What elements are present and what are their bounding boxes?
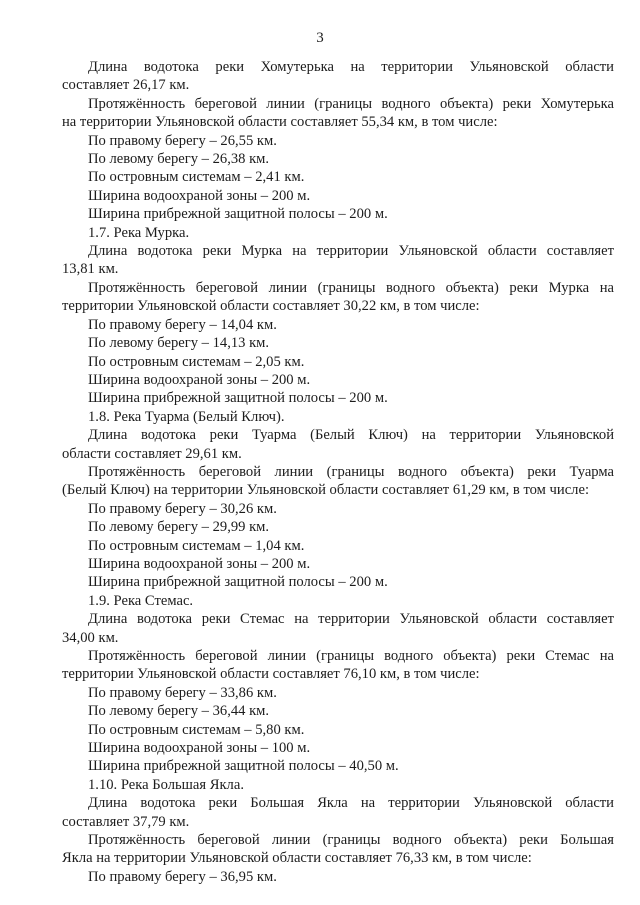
list-item: Ширина водоохраной зоны – 200 м. [88,187,311,204]
list-item: По островным системам – 5,80 км. [88,721,305,738]
list-item: По островным системам – 1,04 км. [88,537,305,554]
list-item: Ширина прибрежной защитной полосы – 40,50 м. [88,758,399,775]
paragraph-line: на территории Ульяновской области составляет 55,34 км, в том числе: [62,114,498,131]
paragraph-line: Длина водотока реки Хомутерька на территории Ульяновской области [88,59,614,75]
paragraph-line: Протяжённость береговой линии (границы водного объекта) реки Большая [88,832,614,849]
list-item: 1.9. Река Стемас. [88,592,194,609]
list-item: Ширина водоохраной зоны – 100 м. [88,740,311,757]
list-item: Ширина прибрежной защитной полосы – 200 м. [88,574,388,591]
paragraph-line: Протяжённость береговой линии (границы водного объекта) реки Туарма [88,463,614,480]
list-item: По правому берегу – 33,86 км. [88,684,277,701]
paragraph-line: 34,00 км. [62,629,119,646]
list-item: 1.8. Река Туарма (Белый Ключ). [88,408,285,425]
list-item: По левому берегу – 14,13 км. [88,335,270,352]
list-item: Ширина прибрежной защитной полосы – 200 м. [88,390,388,407]
list-item: Ширина водоохраной зоны – 200 м. [88,555,311,572]
list-item: По левому берегу – 26,38 км. [88,151,270,168]
paragraph-line: Протяжённость береговой линии (границы водного объекта) реки Хомутерька [88,95,614,112]
paragraph-line: Протяжённость береговой линии (границы водного объекта) реки Стемас на [88,648,614,664]
paragraph-line: составляет 37,79 км. [62,813,190,830]
list-item: Ширина прибрежной защитной полосы – 200 м. [88,206,388,223]
paragraph-line: составляет 26,17 км. [62,77,190,94]
paragraph-line: Якла на территории Ульяновской области составляет 76,33 км, в том числе: [62,850,532,867]
document-body [62,58,614,886]
list-item: По правому берегу – 14,04 км. [88,316,277,333]
list-item: Ширина водоохраной зоны – 200 м. [88,371,311,388]
paragraph-line: (Белый Ключ) на территории Ульяновской области составляет 61,29 км, в том числе: [62,482,589,499]
paragraph-line: Протяжённость береговой линии (границы водного объекта) реки Мурка на [88,279,614,296]
paragraph-line: Длина водотока реки Мурка на территории Ульяновской области составляет [88,243,614,260]
list-item: 1.7. Река Мурка. [88,224,190,241]
list-item: По левому берегу – 36,44 км. [88,703,270,720]
paragraph-line: Длина водотока реки Туарма (Белый Ключ) на территории Ульяновской [88,427,614,444]
paragraph-line: 13,81 км. [62,261,119,278]
paragraph-line: территории Ульяновской области составляет 30,22 км, в том числе: [62,298,480,315]
paragraph-line: территории Ульяновской области составляет 76,10 км, в том числе: [62,666,480,683]
list-item: По островным системам – 2,41 км. [88,169,305,186]
list-item: По правому берегу – 30,26 км. [88,500,277,517]
list-item: По островным системам – 2,05 км. [88,353,305,370]
list-item: 1.10. Река Большая Якла. [88,776,244,793]
list-item: По правому берегу – 36,95 км. [88,868,277,885]
list-item: По левому берегу – 29,99 км. [88,519,270,536]
paragraph-line: области составляет 29,61 км. [62,445,242,462]
page-number: 3 [316,30,324,46]
list-item: По правому берегу – 26,55 км. [88,132,277,149]
paragraph-line: Длина водотока реки Стемас на территории Ульяновской области составляет [88,611,614,628]
paragraph-line: Длина водотока реки Большая Якла на территории Ульяновской области [88,795,614,812]
